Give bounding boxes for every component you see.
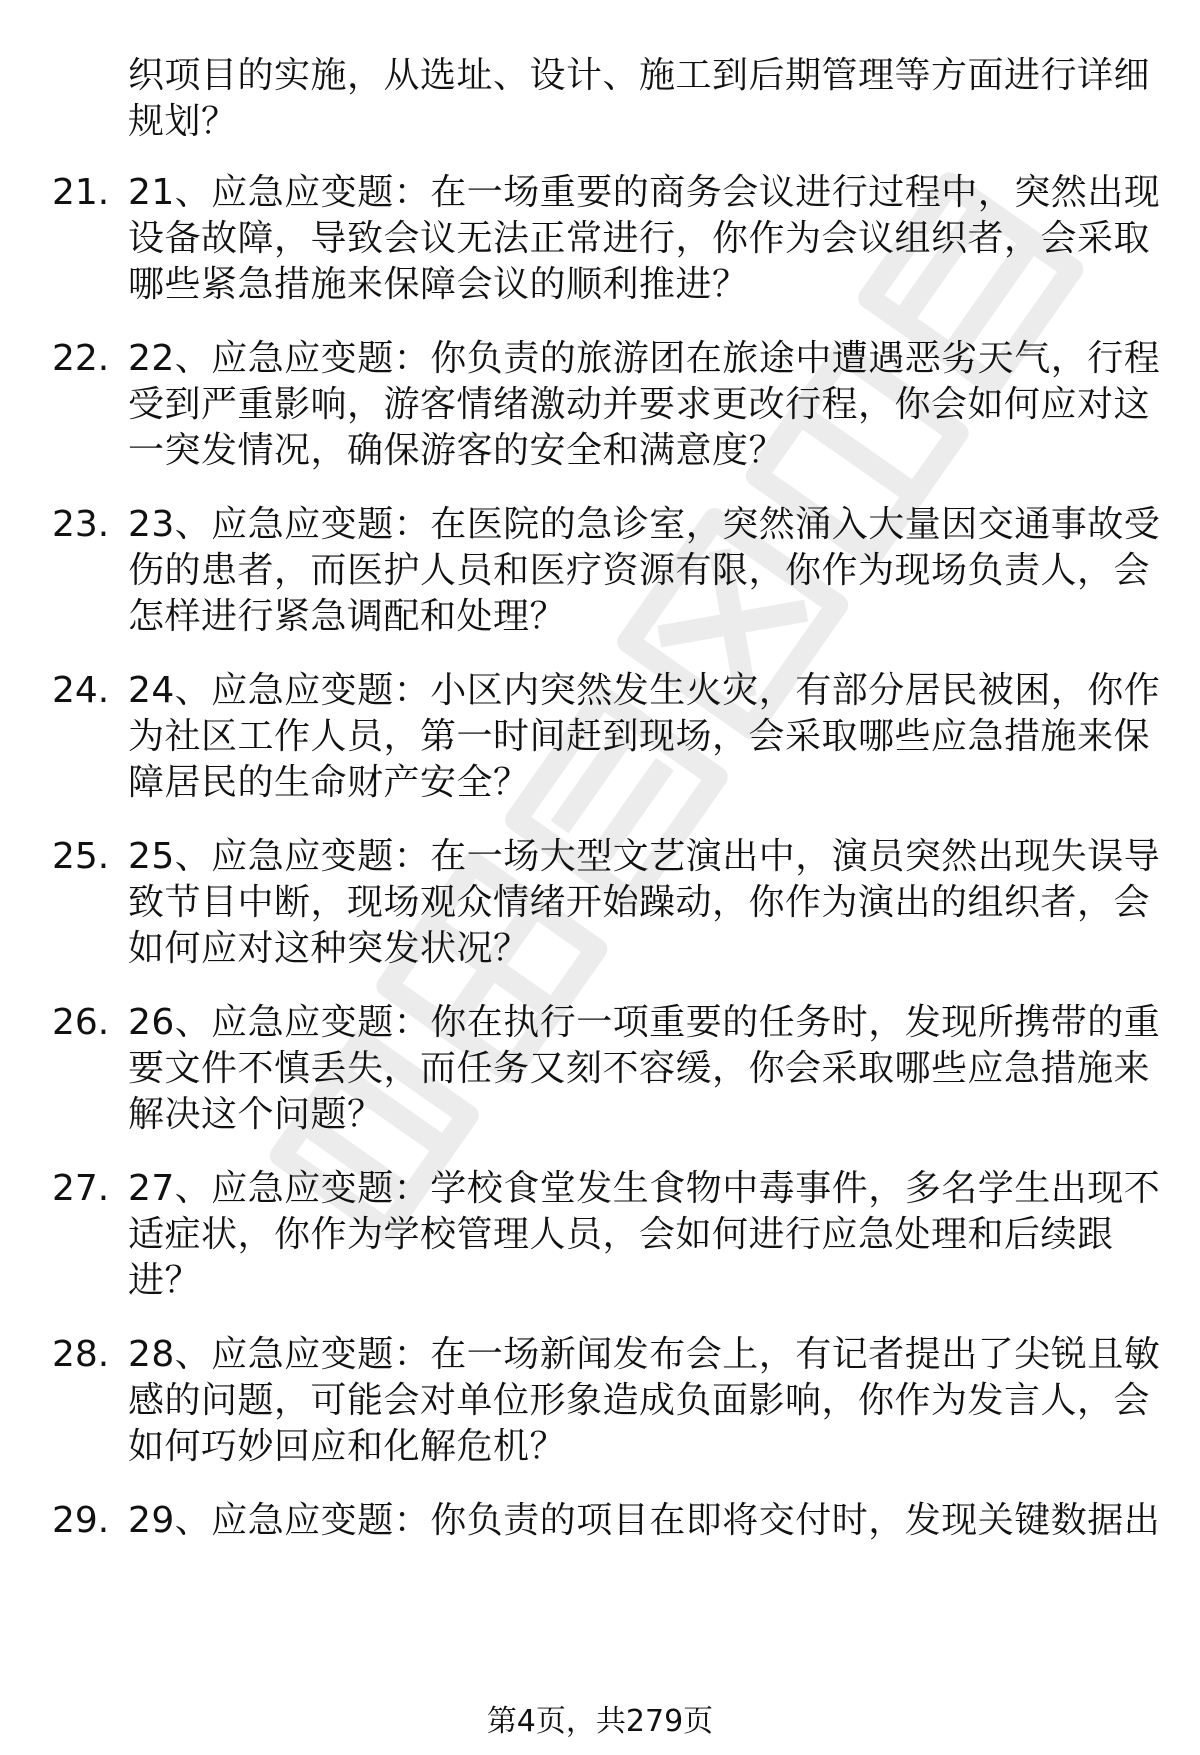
list-item-text: 21、应急应变题：在一场重要的商务会议进行过程中，突然出现 <box>128 172 1161 213</box>
list-item-text: 24、应急应变题：小区内突然发生火灾，有部分居民被困，你作 <box>128 670 1161 711</box>
list-item-text: 设备故障，导致会议无法正常进行，你作为会议组织者，会采取 <box>128 218 1151 259</box>
list-item-text: 致节目中断，现场观众情绪开始躁动，你作为演出的组织者，会 <box>128 882 1151 923</box>
list-item-text: 22、应急应变题：你负责的旅游团在旅途中遭遇恶劣天气，行程 <box>128 338 1161 379</box>
list-item-number: 24. <box>52 670 110 711</box>
list-item-text: 解决这个问题？ <box>128 1094 384 1135</box>
list-item-text: 为社区工作人员，第一时间赶到现场，会采取哪些应急措施来保 <box>128 716 1151 757</box>
list-item-text: 如何应对这种突发状况？ <box>128 928 530 969</box>
list-item-text: 感的问题，可能会对单位形象造成负面影响，你作为发言人，会 <box>128 1380 1151 1421</box>
list-item-number: 29. <box>52 1500 110 1541</box>
list-item-text: 受到严重影响，游客情绪激动并要求更改行程，你会如何应对这 <box>128 384 1151 425</box>
list-item-text: 进？ <box>128 1260 202 1301</box>
intro-line: 规划？ <box>128 101 238 142</box>
intro-line: 织项目的实施，从选址、设计、施工到后期管理等方面进行详细 <box>128 55 1151 96</box>
list-item-text: 23、应急应变题：在医院的急诊室，突然涌入大量因交通事故受 <box>128 504 1161 545</box>
list-item-text: 伤的患者，而医护人员和医疗资源有限，你作为现场负责人，会 <box>128 550 1151 591</box>
list-item-number: 27. <box>52 1168 110 1209</box>
list-item-text: 27、应急应变题：学校食堂发生食物中毒事件，多名学生出现不 <box>128 1168 1161 1209</box>
list-item-text: 适症状，你作为学校管理人员，会如何进行应急处理和后续跟 <box>128 1214 1114 1255</box>
list-item-text: 怎样进行紧急调配和处理？ <box>128 596 567 637</box>
list-item-text: 28、应急应变题：在一场新闻发布会上，有记者提出了尖锐且敏 <box>128 1334 1161 1375</box>
list-item-text: 一突发情况，确保游客的安全和满意度？ <box>128 430 786 471</box>
list-item-text: 25、应急应变题：在一场大型文艺演出中，演员突然出现失误导 <box>128 836 1161 877</box>
list-item-text: 哪些紧急措施来保障会议的顺利推进？ <box>128 264 749 305</box>
list-item-text: 29、应急应变题：你负责的项目在即将交付时，发现关键数据出 <box>128 1500 1161 1541</box>
list-item-text: 要文件不慎丢失，而任务又刻不容缓，你会采取哪些应急措施来 <box>128 1048 1151 1089</box>
list-item-number: 23. <box>52 504 110 545</box>
list-item-text: 如何巧妙回应和化解危机？ <box>128 1426 567 1467</box>
list-item-number: 22. <box>52 338 110 379</box>
list-item-text: 障居民的生命财产安全？ <box>128 762 530 803</box>
list-item-number: 26. <box>52 1002 110 1043</box>
list-item-text: 26、应急应变题：你在执行一项重要的任务时，发现所携带的重 <box>128 1002 1161 1043</box>
page-number-footer: 第4页，共279页 <box>486 1704 714 1739</box>
list-item-number: 25. <box>52 836 110 877</box>
list-item-number: 21. <box>52 172 110 213</box>
list-item-number: 28. <box>52 1334 110 1375</box>
